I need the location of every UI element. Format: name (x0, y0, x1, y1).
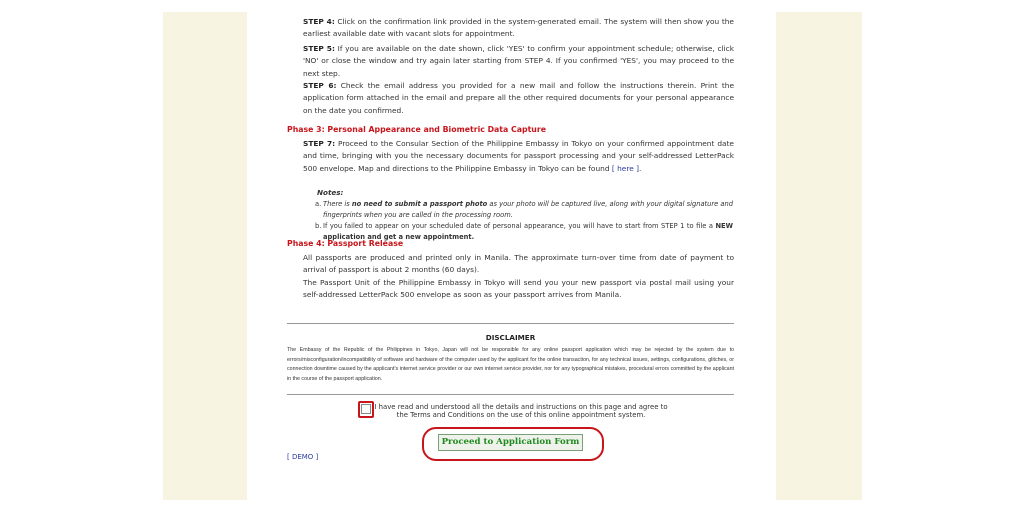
step-7-text: Proceed to the Consular Section of the Philippine Embassy in Tokyo on your confirmed appointment date and time, bringing with you the necessary documents for passport processing and your self-addressed LetterPack 500 envelope. Map and directions to the Philippine Embassy in Tokyo can be found (303, 139, 734, 173)
step-4 (303, 16, 734, 41)
phase-4-heading: Phase 4: Passport Release (287, 239, 404, 248)
step-5 (303, 43, 734, 80)
step-5-label: STEP 5: (303, 44, 335, 53)
step-6 (303, 80, 734, 117)
divider-bottom (287, 394, 734, 395)
note-b-text: If you failed to appear on your scheduled date of personal appearance, you will have to start from STEP 1 to file a NEW application and get a new appointment. (323, 222, 733, 241)
agree-checkbox[interactable] (361, 404, 371, 414)
step-7 (303, 138, 734, 175)
instructions-page (247, 12, 776, 500)
right-side-panel (776, 12, 862, 500)
step-7-label: STEP 7: (303, 139, 336, 148)
step-6-label: STEP 6: (303, 81, 337, 90)
step-4-label: STEP 4: (303, 17, 335, 26)
note-b-label: b. (315, 222, 322, 230)
note-a-text: There is no need to submit a passport photo as your photo will be captured live, along with your digital signature and fingerprints when you are called in the processing room. (323, 200, 733, 219)
left-side-panel (163, 12, 247, 500)
phase-4-paragraph-2: The Passport Unit of the Philippine Embassy in Tokyo will send you your new passport via postal mail using your self-addressed LetterPack 500 envelope as soon as your passport arrives from Manila. (303, 278, 734, 300)
phase-4-paragraph-1: All passports are produced and printed only in Manila. The approximate turn-over time from date of payment to arrival of passport is about 2 months (60 days). (303, 253, 734, 275)
proceed-to-application-form-button[interactable]: Proceed to Application Form (438, 434, 583, 451)
disclaimer-title: DISCLAIMER (485, 333, 536, 342)
note-a (315, 199, 733, 221)
notes-heading: Notes: (317, 188, 344, 197)
step-7-end: . (639, 163, 642, 173)
step-6-text: Check the email address you provided for a new mail and follow the instructions therein. Print the application form attached in the email and prepare all the other required documents for your personal appearance on the date you confirmed. (303, 81, 734, 115)
step-5-text: If you are available on the date shown, click 'YES' to confirm your appointment schedule; otherwise, click 'NO' or close the window and try again later starting from STEP 4. If you confirmed 'YES', you may proceed to the next step. (303, 44, 734, 78)
divider-top (287, 323, 734, 324)
note-a-bold: no need to submit a passport photo (351, 200, 488, 208)
demo-link[interactable]: [ DEMO ] (287, 453, 319, 461)
note-a-label: a. (315, 200, 322, 208)
step-4-text: Click on the confirmation link provided in the system-generated email. The system will then show you the earliest available date with vacant slots for appointment. (303, 17, 734, 39)
note-b-bold: NEW application and get a new appointment. (323, 222, 733, 241)
agree-text: I have read and understood all the details and instructions on this page and agree to the Terms and Conditions on the use of this online appointment system. (374, 403, 668, 420)
disclaimer-text: The Embassy of the Republic of the Philippines in Tokyo, Japan will not be responsible for any online passport application which may be rejected by the system due to errors/misconfiguration/incompatibility of software and hardware of the computer used by the applicant for the online transaction, for any technical issues, settings, configurations, glitches, or connection downtime caused by the applicant's internet service provider or our own internet service provider, nor for any typographical mistakes, procedural errors committed by the applicant in the course of the passport application. (287, 347, 734, 382)
map-here-link[interactable]: [ here ] (611, 163, 639, 173)
phase-3-heading: Phase 3: Personal Appearance and Biometric Data Capture (287, 125, 546, 134)
